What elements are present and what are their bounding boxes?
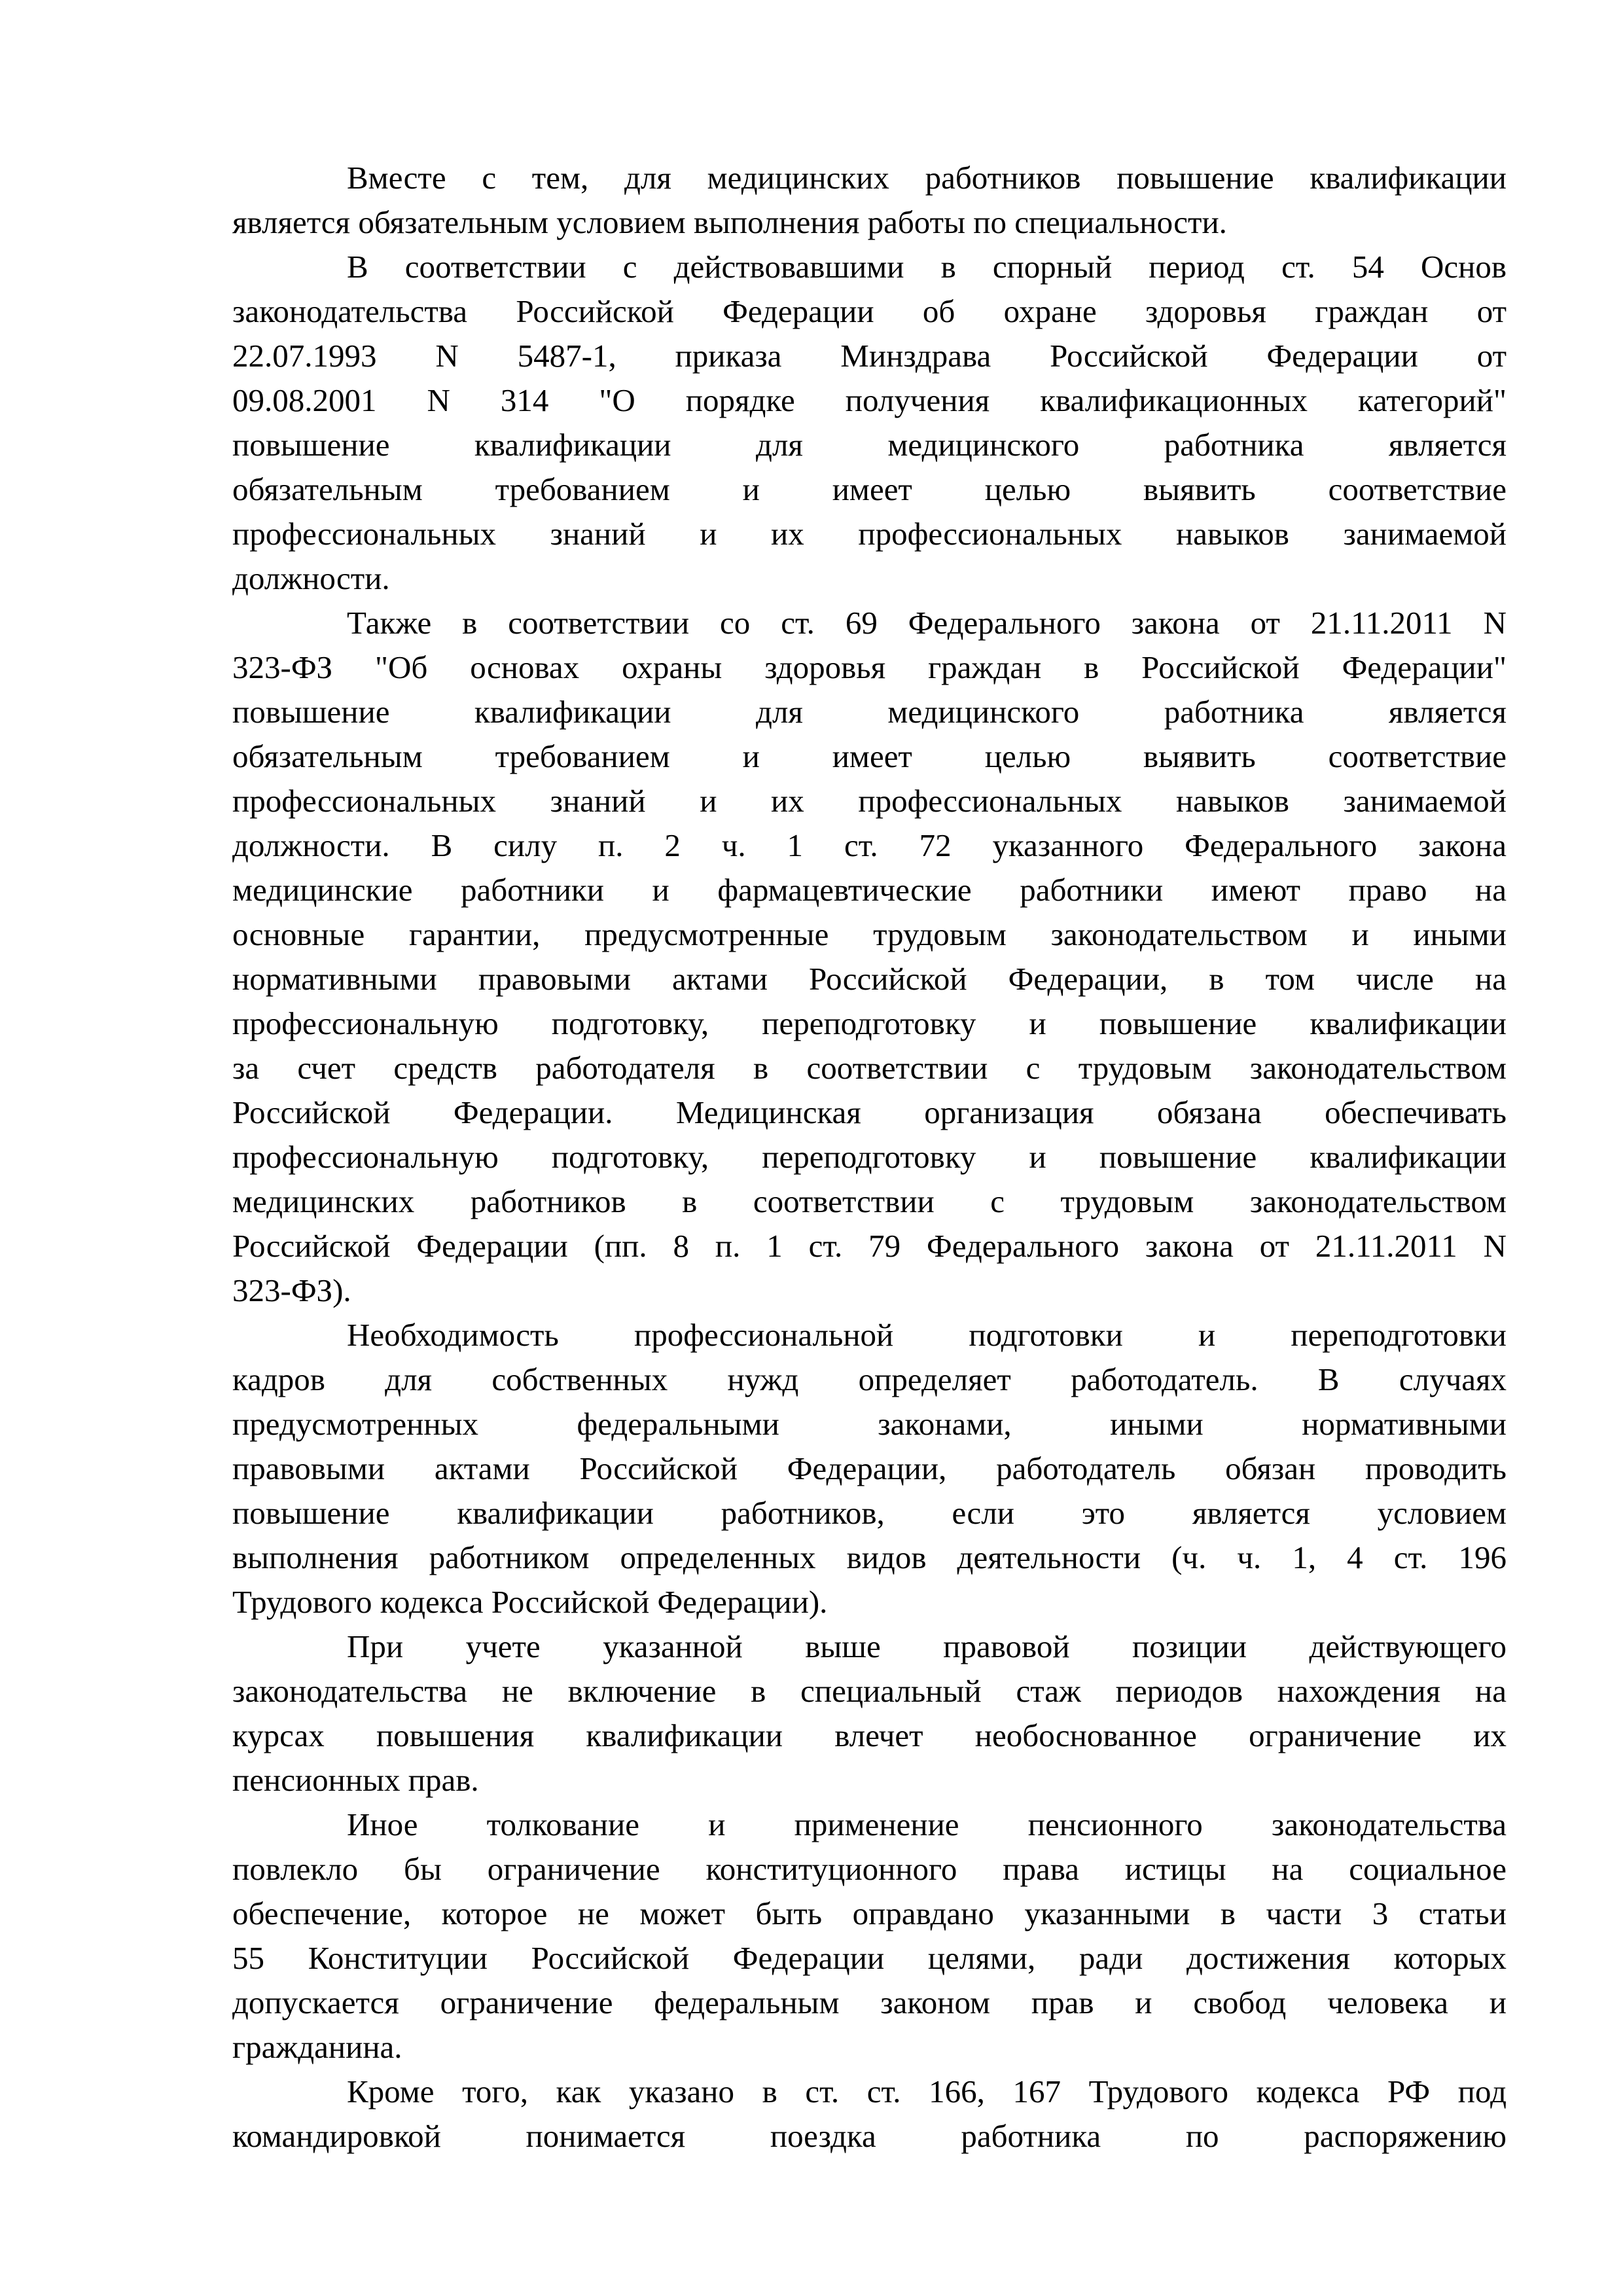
paragraph [232, 245, 1507, 601]
text-line: профессиональных знаний и их профессиональных навыков занимаемой [232, 516, 1507, 552]
text-line: 55 Конституции Российской Федерации целями, ради достижения которых [232, 1940, 1507, 1976]
text-line: профессиональную подготовку, переподготовку и повышение квалификации [232, 1005, 1507, 1041]
text-line: пенсионных прав. [232, 1762, 479, 1798]
page-text-block [232, 156, 1507, 2159]
text-line: медицинские работники и фармацевтические работники имеют право на [232, 872, 1507, 908]
paragraph [232, 2070, 1507, 2159]
text-line: законодательства не включение в специальный стаж периодов нахождения на [232, 1673, 1507, 1709]
text-line: Трудового кодекса Российской Федерации). [232, 1584, 828, 1620]
text-line: профессиональную подготовку, переподготовку и повышение квалификации [232, 1139, 1507, 1175]
text-line: командировкой понимается поездка работника по распоряжению [232, 2118, 1507, 2154]
text-line: Российской Федерации (пп. 8 п. 1 ст. 79 Федерального закона от 21.11.2011 N [232, 1228, 1507, 1264]
text-line: должности. В силу п. 2 ч. 1 ст. 72 указанного Федерального закона [232, 827, 1507, 863]
text-line: Также в соответствии со ст. 69 Федерального закона от 21.11.2011 N [347, 605, 1507, 641]
paragraph [232, 1803, 1507, 2070]
text-line: В соответствии с действовавшими в спорный период ст. 54 Основ [347, 249, 1507, 285]
text-line: основные гарантии, предусмотренные трудовым законодательством и иными [232, 916, 1507, 952]
text-line: должности. [232, 560, 390, 596]
text-line: повышение квалификации для медицинского работника является [232, 694, 1507, 730]
text-line: допускается ограничение федеральным законом прав и свобод человека и [232, 1984, 1507, 2020]
paragraph [232, 1624, 1507, 1803]
text-line: 323-ФЗ "Об основах охраны здоровья граждан в Российской Федерации" [232, 649, 1507, 685]
text-line: гражданина. [232, 2029, 402, 2065]
text-line: Вместе с тем, для медицинских работников повышение квалификации [347, 160, 1507, 196]
text-line: обеспечение, которое не может быть оправдано указанными в части 3 статьи [232, 1895, 1507, 1931]
text-line: 09.08.2001 N 314 "О порядке получения квалификационных категорий" [232, 382, 1507, 418]
paragraph [232, 156, 1507, 245]
text-line: кадров для собственных нужд определяет работодатель. В случаях [232, 1361, 1507, 1397]
text-line: Российской Федерации. Медицинская организация обязана обеспечивать [232, 1094, 1507, 1130]
paragraph [232, 601, 1507, 1313]
text-line: профессиональных знаний и их профессиональных навыков занимаемой [232, 783, 1507, 819]
text-line: 323-ФЗ). [232, 1272, 351, 1308]
text-line: обязательным требованием и имеет целью выявить соответствие [232, 738, 1507, 774]
text-line: При учете указанной выше правовой позиции действующего [347, 1628, 1507, 1664]
text-line: обязательным требованием и имеет целью выявить соответствие [232, 471, 1507, 507]
text-line: нормативными правовыми актами Российской Федерации, в том числе на [232, 961, 1507, 997]
text-line: законодательства Российской Федерации об охране здоровья граждан от [232, 293, 1507, 329]
text-line: правовыми актами Российской Федерации, работодатель обязан проводить [232, 1450, 1507, 1486]
text-line: повлекло бы ограничение конституционного права истицы на социальное [232, 1851, 1507, 1887]
text-line: повышение квалификации для медицинского работника является [232, 427, 1507, 463]
text-line: курсах повышения квалификации влечет необоснованное ограничение их [232, 1717, 1507, 1753]
text-line: медицинских работников в соответствии с трудовым законодательством [232, 1183, 1507, 1219]
text-line: Иное толкование и применение пенсионного законодательства [347, 1806, 1507, 1842]
text-line: повышение квалификации работников, если это является условием [232, 1495, 1507, 1531]
paragraph [232, 1313, 1507, 1624]
text-line: 22.07.1993 N 5487-1, приказа Минздрава Российской Федерации от [232, 338, 1507, 374]
text-line: является обязательным условием выполнения работы по специальности. [232, 204, 1227, 240]
text-line: за счет средств работодателя в соответствии с трудовым законодательством [232, 1050, 1507, 1086]
text-line: предусмотренных федеральными законами, иными нормативными [232, 1406, 1507, 1442]
text-line: выполнения работником определенных видов деятельности (ч. ч. 1, 4 ст. 196 [232, 1539, 1507, 1575]
text-line: Необходимость профессиональной подготовки и переподготовки [347, 1317, 1507, 1353]
text-line: Кроме того, как указано в ст. ст. 166, 167 Трудового кодекса РФ под [347, 2073, 1507, 2109]
